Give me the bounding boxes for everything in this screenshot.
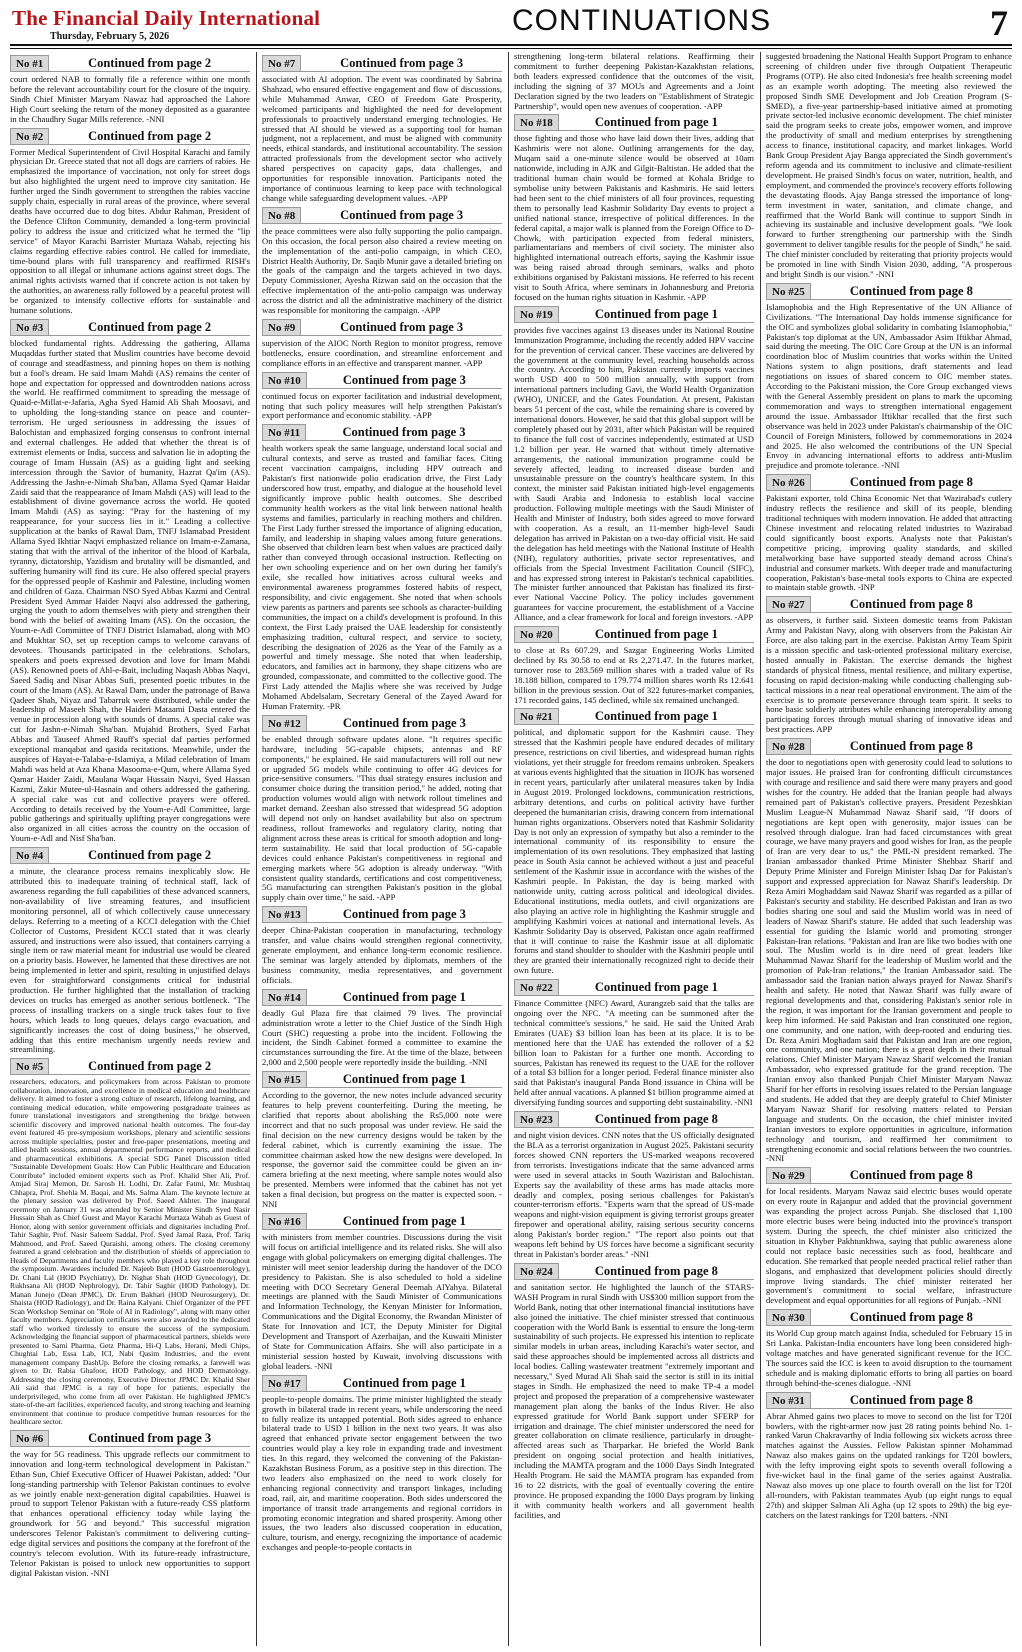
story-number-tag: No #2 xyxy=(10,128,49,145)
continued-from-heading: Continued from page 1 xyxy=(307,989,502,1006)
story-body: people-to-people domains. The prime minister highlighted the steady growth in bilateral trade in recent years, while underscoring the need to fully realize its untapped potential. Both sides agreed to enhance bilateral trade to USD 1 billion in the next two years. It was also agreed that enhanced private sector engagement between the two countries would play a key role in expanding trade and investment ties. In this regard, they welcomed the convening of the Pakistan-Kazakhstan Business Forum, as a positive step in this direction. The two leaders also emphasized on the need to work closely for enhancing regional connectivity and transport linkages, including road, rail, air, and maritime cooperation. Both sides underscored the importance of transit trade arrangements and regional corridors in promoting economic integration and shared prosperity. Among other issues, the two leaders also discussed cooperation in education, culture, tourism, and energy, recognizing the importance of academic exchanges and people-to-people contacts in xyxy=(262,1393,502,1553)
continued-from-heading: Continued from page 3 xyxy=(301,207,502,224)
story-number-tag: No #15 xyxy=(262,1071,307,1088)
continued-from-heading: Continued from page 3 xyxy=(307,906,502,923)
news-story xyxy=(766,1392,1012,1521)
story-number-tag: No #31 xyxy=(766,1392,811,1409)
story-body: as observers, it further said. Sixteen domestic teams from Pakistan Army and Pakistan Navy, along with observers from the Pakistan Air Force, are also taking part in the exercise. Pakistan Army Team Spirit is a mission specific and task-oriented professional military exercise, hosted annually in Pakistan. The exercise demands the highest standards of physical fitness, mental resilience, and military expertise, focusing on rapid decision-making while conducting challenging sub-tactical missions in a near real operational environment. The aim of the exercise is to promote perseverance through team spirit. It seeks to hone basic soldierly attributes while enhancing interoperability among participating forces through mutual sharing of innovative ideas and best practices. APP xyxy=(766,615,1012,735)
story-number-tag: No #10 xyxy=(262,372,307,389)
story-number-tag: No #8 xyxy=(262,207,301,224)
story-body: strengthening long-term bilateral relations. Reaffirming their commitment to further deepening Pakistan-Kazakhstan relations, both leaders expressed confidence that the outcomes of the visit, including the signing of 37 MOUs and Agreements and a Joint Declaration signed by the two leaders on "Establishment of Strategic Partnership", would open new avenues of cooperation. -APP xyxy=(514,52,754,111)
column-divider xyxy=(508,52,509,1646)
story-header xyxy=(10,1058,250,1075)
continued-from-heading: Continued from page 8 xyxy=(811,1392,1012,1409)
news-story xyxy=(262,1071,502,1210)
story-number-tag: No #16 xyxy=(262,1213,307,1230)
story-header xyxy=(262,207,502,224)
story-body: and sanitation sector. He highlighted the launch of the STARS-WASH Program in rural Sindh with US$300 million support from the World Bank, noting that other international financial institutions have also joined the initiative. The chief minister stressed that continuous cooperation with the World Bank is essential to ensure the long-term sustainability of such projects. He expressed his intention to replicate similar models in urban areas, including Karachi's water sector, and said these approaches should be implemented across all districts and local bodies. Calling wastewater treatment "extremely important and necessary," Syed Murad Ali Shah said the sector is still in its initial stages in Sindh. He emphasized the need to make TP-4 a model project and proposed the preparation of a comprehensive wastewater management plan along the banks of the Indus River. He also expressed gratitude for World Bank support under SFERP for irrigation and drainage. The chief minister underscored the need for greater collaboration on climate resilience, particularly in drought-affected areas such as Tharparkar. He briefed the World Bank president on ongoing social protection and health initiatives, including the MAMTA program and the 1000 Days Sindh Integrated Health Program. He said the MAMTA program has expanded from 16 to 22 districts, with the goal of eventually covering the entire province. He proposed expanding the 1000 Days program by linking it with community health workers and all government health facilities, and xyxy=(514,1281,754,1520)
continued-from-heading: Continued from page 1 xyxy=(307,1071,502,1088)
story-header xyxy=(262,1213,502,1230)
news-story xyxy=(10,1430,250,1579)
story-body: those fighting and those who have laid down their lives, adding that Kashmiris were not alone. Outlining arrangements for the day, Muqam said a one-minute silence would be observed at 10am nationwide, including in AJK and Gilgit-Baltistan. He added that the traditional human chain would be formed at Kohala Bridge to symbolise unity between Pakistanis and Kashmiris. He said letters had been sent to the chief ministers of all four provinces, requesting them to personally lead Kashmir Solidarity Day events to project a unified national stance, irrespective of political differences. In the federal capital, a major walk is planned from the Foreign Office to D-Chowk, with participation expected from federal ministers, parliamentarians and members of civil society. The minister also highlighted international outreach efforts, saying the Kashmir issue was being raised abroad through seminars, walks and photo exhibitions organised by Pakistani missions. He referred to his recent visit to South Africa, where seminars in Johannesburg and Pretoria focused on the human rights situation in Kashmir. -APP xyxy=(514,133,754,302)
story-header xyxy=(514,306,754,323)
story-body: associated with AI adoption. The event was coordinated by Sabrina Shahzad, who ensured effective engagement and flow of discussions, while Muhammad Anwar, CEO of Freedom Gate Prosperity, welcomed participants and highlighted the need for development professionals to proactively understand emerging technologies. He stressed that AI should be viewed as a supporting tool for human judgment, not a replacement, and must be aligned with community needs, ethical standards, and institutional accountability. The session attracted professionals from the development sector who actively shared perspectives on capacity gaps, data challenges, and opportunities for responsible innovation. Participants noted the importance of continuous learning to keep pace with technological change while safeguarding development values. -APP xyxy=(262,74,502,203)
story-header xyxy=(262,424,502,441)
story-header xyxy=(262,1375,502,1392)
news-story xyxy=(262,989,502,1068)
story-header xyxy=(10,55,250,72)
story-body: Pakistani exporter, told China Economic Net that Wazirabad's cutlery industry reflects the resilience and skill of its people, blending traditional techniques with modern innovation. He added that attracting Chinese investment and relocating related industries to Wazirabad could significantly boost exports. Analysts note that Pakistan's competitive pricing, improving quality standards, and skilled metalworking base have supported steady demand across China's industrial and consumer markets. With deeper trade and manufacturing cooperation, Pakistan's base-metal tools exports to China are expected to maintain stable growth. -INP xyxy=(766,493,1012,593)
news-story xyxy=(766,1309,1012,1388)
news-story xyxy=(262,319,502,369)
story-header xyxy=(262,372,502,389)
continued-from-heading: Continued from page 3 xyxy=(307,372,502,389)
news-story xyxy=(262,906,502,985)
story-body: deeper China-Pakistan cooperation in manufacturing, technology transfer, and value chains would strengthen regional connectivity, generate employment, and enhance long-term economic resilience. The seminar was largely attended by diplomats, members of the business community, media representatives, and government officials. xyxy=(262,925,502,985)
story-header xyxy=(766,596,1012,613)
page-number: 7 xyxy=(990,3,1008,43)
news-story xyxy=(262,207,502,316)
story-header xyxy=(10,1430,250,1447)
story-header xyxy=(514,114,754,131)
story-number-tag: No #11 xyxy=(262,424,306,441)
story-header xyxy=(514,626,754,643)
news-story xyxy=(262,424,502,711)
continued-from-heading: Continued from page 2 xyxy=(49,1058,250,1075)
news-story xyxy=(766,738,1012,1164)
continued-from-heading: Continued from page 8 xyxy=(811,596,1012,613)
continued-from-heading: Continued from page 3 xyxy=(307,715,502,732)
news-story xyxy=(766,283,1012,471)
story-number-tag: No #24 xyxy=(514,1263,559,1280)
continued-from-heading: Continued from page 8 xyxy=(811,1167,1012,1184)
story-body: for local residents. Maryam Nawaz said electric buses would operate on every route in Rajanpur and added that the provincial government was expanding the project across Punjab. She disclosed that 1,100 more electric buses were being inducted into the province's transport system. During the speech, the chief minister also criticized the situation in Khyber Pakhtunkhwa, saying that public awareness alone could not replace basic necessities such as food, healthcare and education. She remarked that people needed practical relief rather than slogans, and emphasized that development policies should directly improve living standards. The chief minister reiterated her government's commitment to social welfare, infrastructure development and equal opportunities for all regions of Punjab. -NNI xyxy=(766,1186,1012,1306)
story-header xyxy=(514,979,754,996)
story-number-tag: No #7 xyxy=(262,55,301,72)
story-header xyxy=(514,1263,754,1280)
story-header xyxy=(262,319,502,336)
news-story xyxy=(10,847,250,1055)
story-header xyxy=(766,1309,1012,1326)
news-story xyxy=(514,1263,754,1521)
story-header xyxy=(10,128,250,145)
story-header xyxy=(262,55,502,72)
story-header xyxy=(262,715,502,732)
story-number-tag: No #30 xyxy=(766,1309,811,1326)
story-number-tag: No #12 xyxy=(262,715,307,732)
continued-from-heading: Continued from page 8 xyxy=(811,474,1012,491)
story-number-tag: No #17 xyxy=(262,1375,307,1392)
story-body: provides five vaccines against 13 diseases under its National Routine Immunization Programme, including the recently added HPV vaccine for the prevention of cervical cancer. These vaccines are delivered by the government at the community level, reaching households across the country. According to him, Pakistan currently imports vaccines worth USD 400 to 500 million annually, with support from international partners including Gavi, the World Health Organization (WHO), UNICEF, and the Gates Foundation. At present, Pakistan bears 51 percent of the cost, while the remaining share is covered by international donors. However, he said that this global support will be completely phased out by 2031, after which Pakistan will be required to finance the full cost of vaccines independently, estimated at USD 1.2 billion per year. He warned that without timely alternative arrangements, the national immunization programme could be severely affected, leading to increased disease burden and unsustainable pressure on the country's healthcare system. In this context, the minister said Pakistan initiated high-level engagements with Saudi Arabia and Indonesia to establish local vaccine production. Following multiple meetings with the Saudi Minister of Health and Minister of Industry, both sides agreed to move forward with cooperation. As a result, an 11-member high-level Saudi delegation has arrived in Pakistan on a two-day official visit. He said the delegation has held meetings with the National Institute of Health (NIH), regulatory authorities, private sector representatives, and officials from the Special Investment Facilitation Council (SIFC), and has expressed strong interest in Pakistan's technical capabilities. The minister further announced that Pakistan has finalized its first-ever National Vaccine Policy. The policy includes government guarantees for vaccine procurement, the establishment of a Vaccine Alliance, and a clear framework for local and foreign investors. -APP xyxy=(514,324,754,623)
news-story xyxy=(514,114,754,302)
news-story xyxy=(514,979,754,1108)
column-2 xyxy=(262,52,502,1646)
story-body: be enabled through software updates alone. "It requires specific hardware, including 5G-capable chipsets, antennas and RF components," he explained. He said manufacturers will roll out new or upgraded 5G models while continuing to offer 4G devices for price-sensitive consumers. "This dual strategy ensures inclusion and consumer choice during the transition period," he added, noting that production volumes would align with network rollout timelines and market demand. Zeeshan also stressed that widespread 5G adoption will depend not only on handset availability but also on spectrum readiness, rollout frameworks and regulatory clarity, noting that alignment across these areas is critical for smooth adoption and long-term sustainability. He said that local production of 5G-capable devices could enhance Pakistan's competitiveness in regional and emerging markets where 5G adoption is already underway. "With consistent quality standards, certifications and cost competitiveness, 5G manufacturing can strengthen Pakistan's position in the global supply chain over time," he said. -APP xyxy=(262,733,502,903)
story-number-tag: No #19 xyxy=(514,306,559,323)
news-story xyxy=(514,52,754,111)
news-story xyxy=(766,52,1012,280)
continued-from-heading: Continued from page 1 xyxy=(307,1375,502,1392)
story-number-tag: No #23 xyxy=(514,1111,559,1128)
news-story xyxy=(262,715,502,903)
news-story xyxy=(766,1167,1012,1306)
story-header xyxy=(10,847,250,864)
story-body: Finance Committee (NFC) Award, Aurangzeb said that the talks are ongoing over the NFC. "A meeting can be summoned after the technical committee's sessions," he said. He said the United Arab Emirates (UAE) $3 billion loan has been at its place. It is to be mentioned here that the UAE has extended the rollover of a $2 billion loan to Pakistan for a further one month. According to sources, Pakistan has renewed its request to the UAE for the rollover of a total $3 billion for a longer period. Federal finance minister also said that Pakistan's inaugural Panda Bond issuance in China will be held after annual vacations. A planned $1 billion programme aimed at diversifying funding sources and supporting debt sustainability. -NNI xyxy=(514,998,754,1108)
story-number-tag: No #5 xyxy=(10,1058,49,1075)
story-number-tag: No #4 xyxy=(10,847,49,864)
story-number-tag: No #21 xyxy=(514,708,559,725)
news-story xyxy=(766,474,1012,593)
story-body: the door to negotiations open with generosity could lead to solutions to major issues. He praised Iran for confronting difficult circumstances with courage and resilience and said there were many prayers and good wishes for the country. He added that the Iranian people had always remained part of Pakistan's collective prayers. President Pezeshkian Muslim League-N Muhammad Nawaz Sharif said, "If doors of negotiations are kept open with generosity, major issues can be resolved through dialogue. Iran had faced circumstances with great courage, we have many prayers and good wishes for Iran, as the people of Iran are very dear to us," the PML-N president remarked. The Iranian ambassador thanked Prime Minister Shehbaz Sharif and Deputy Prime Minister and Foreign Minister Ishaq Dar for Pakistan's support and expressed appreciation for Nawaz Sharif's leadership. Dr Reza Amiri Moghaddam said Nawaz Sharif was regarded as a pillar of Pakistan's security and stability. He described Pakistan and Iran as two bodies sharing one soul and said the Muslim world was in need of leaders of Nawaz Sharif's stature. He added that such leadership was essential for guiding the Islamic world and promoting stronger Pakistan-Iran relations. "Pakistan and Iran are like two bodies with one soul. The Muslim world is in dire need of great leaders like Muhammad Nawaz Sharif for the leadership of Muslim world and the promotion of Pak-Iran relations," the Iranian Ambassador said. The ambassador said the Iranian nation always prayed for Nawaz Sharif's health and safety. He noted that Nawaz Sharif was fully aware of regional developments and that, considering Pakistan's senior role in the region, it was important for the Iranian government and people to keep him informed. He said Pakistan and Iran constituted one region, one community, and one nation, with deep-rooted and enduring ties. Dr. Reza Amiri Moghadam said that Pakistan and Iran are one region, one community, and one nation; there is a great depth in their mutual relations. Chief Minister Maryam Nawaz Sharif welcomed the Iranian Ambassador, who expressed gratitude for the grand reception. The Iranian envoy also thanked Punjab Chief Minister Maryam Nawaz Sharif for her efforts in resolving issues related to the Persian language and students. He added that they are deeply grateful to Chief Minister Maryam Nawaz Sharif for resolving matters related to Persian language and students. On the occasion, the chief minister invited Iranian investors to explore opportunities in agriculture, information technology and tourism, and reaffirmed her commitment to strengthening economic and social relations between the two countries. -NNI xyxy=(766,757,1012,1164)
continued-from-heading: Continued from page 1 xyxy=(559,708,754,725)
story-header xyxy=(766,1392,1012,1409)
story-body: researchers, educators, and policymakers from across Pakistan to promote collaboration, innovation, and excellence in medical education and healthcare delivery. It aimed to foster a strong culture of research, lifelong learning, and continuing medical education, while empowering postgraduate trainees as future translational investigators and strengthening the bridge between scientific discovery and improved national health outcomes. The four-day event featured 45 pre-symposium workshops, plenary and scientific sessions across multiple specialties, poster and free-paper presentations, meeting and allied health sessions, annual departmental performance reports, and medical and pharmaceutical exhibitions. A special SDG Panel Discussion titled "Sustainable Development Goals: How Can Public Healthcare and Education Contribute" included eminent experts such as Prof. Khalid Sher Ali, Prof. Amjad Siraj Memon, Dr. Sarosh H. Lodhi, Dr. Zafar Fatmi, Mr. Mushtaq Chhapra, Prof. Shehla M. Baqai, and Ms. Salma Alam. The keynote lecture at the plenary session was delivered by Prof. Saeed Akhter. The inaugural ceremony on January 31 was attended by Senior Minister Sindh Syed Nasir Hussain Shah as Chief Guest and Mayor Karachi Murtaza Wahab as Guest of Honor, along with senior government officials and dignitaries including Prof. Tahir Saghir, Prof. Nasir Saleem Saddal, Prof. Syed Jamal Raza, Prof. Tariq Mahmood, and Prof. Saeed Quraishi, among others. The closing ceremony featured a grand celebration and the distribution of shields of appreciation to Heads of Departments and faculty members who played a key role throughout the symposium. Awardees included Dr. Najeeb Butt (HOD Gastroenterology), Dr. Chani Lal (HOD Psychiatry), Dr. Nighat Shah (HOD Gynecology), Dr. Rukhsana Ali (HOD Nephrology), Dr. Tahir Saghir (HOD Pathology), Dr. Manan Junejo (Dean JPMC), Dr. Erum Bakhari (HOD Neurosurgery), Dr. Shaista (HOD Radiology), and Dr. Raina Kalyani. Chief Organizer of the PFT Scan Workshop Seminar on "Role of AI in Radiology", along with many other faculty members. Appreciation certificates were also awarded to the dedicated staff who worked tirelessly to ensure the success of the symposium. Acknowledging the financial support of pharmaceutical partners, shields were presented to Sami Pharma, Getz Pharma, Hi-Q Labs, Herani, Medi Chips, Chughtai Lab, Essa Lab, ICI, Nabi Qasim Industries, and the event management company DashUp. Before the closing remarks, a farewell was given to Dr. Rabia Ghafoor, HOD Pathology, and HOD Dermatology. Addressing the closing ceremony, Executive Director JPMC Dr. Khalid Sher Ali said that JPMC is a ray of hope for patients, especially the underprivileged, who come from all over Pakistan. He highlighted JPMC's state-of-the-art facilities, experienced faculty, and strong teaching and learning environment that continue to produce competitive human resources for the healthcare sector. xyxy=(10,1077,250,1427)
story-header xyxy=(766,1167,1012,1184)
story-body: blocked fundamental rights. Addressing the gathering, Allama Muqaddas further stated that Muslim countries have become devoid of courage and steadfastness, and pinning hopes on them is nothing but a fool's dream. He said Imam Mahdi (AS) remains the center of hope and expectation for oppressed and downtrodden nations across the world. He reaffirmed commitment to spreading the message of Quaid-e-Millat-e-Jafaria, Agha Syed Hamid Ali Shah Moosavi, and to upholding the long-standing stance on peace and counter-terrorism. He urged seriousness in addressing the issues of Balochistan and emphasized forging consensus to confront internal and external challenges. He added that whether the threat is of extremist elements or India, success and salvation lie in adopting the courage of Imam Hussain (AS) as a guiding light and seeking intercession through the Savior of humanity, Hazrat Qa'im (AS). Addressing the Jashn-e-Nimah Sha'ban, Allama Syed Qamar Haidar Zaidi said that the reappearance of Imam Mahdi (AS) will lead to the establishment of divine governance across the world. He quoted Imam Mahdi (AS) as saying: "Pray for the hastening of my reappearance, for your success lies in it." Leading a collective supplication at the banks of Rawal Dam, TNFJ Islamabad President Allama Syed Ikhtiar Naqvi emphasized reliance on Imam-e-Zamana, stating that with the arrival of the inheritor of the blood of Karbala, tyranny, dictatorship, Yazidism and brutality will be dismantled, and suffering humanity will find its cure. He also offered special prayers for the oppressed people of Kashmir and Palestine, including women and children of Gaza. Chairman NSO Syed Abbas Kazmi and Central President Syed Ammar Haider Naqvi also addressed the gathering, urging the youth to adorn themselves with piety and strengthen their bond with the belief of awaiting Imam (AS). On the occasion, the Youm-e-Adl Committee of TNFJ District Islamabad, along with MO and Mukhtar SO, set up reception camps to welcome caravans of devotees. Thousands participated in the celebrations. Scholars, speakers and poets expressed devotion and love for Imam Mahdi (AS). Renowned poets of Ahl-e-Bait, including Naqash Abbas Naqvi, Saeed Sadiq and Nisar Abbas Sufi, presented poetic tributes in the court of the Imam (AS). At Rawal Dam, under the patronage of Bawa Qadeer Shah, Niyaz and Tabarruk were distributed, while under the leadership of Maseeh Shah, the Haideri Mataami Dasta entered the venue in procession along with sounds of drums. A special cake was cut for Jashn-e-Nimah Sha'ban. Mujahid Brothers, Syed Farhat Abbas and Tauseef Ahmed Rauff's special daf parties performed exceptional manqabat and qasida recitations. Meanwhile, under the auspices of Hayat-e-Talaba-e-Islamiya, a Milad celebration of Imam Mahdi was held at Aza Khana Masooma-e-Qum, where Allama Syed Qamar Haider Zaidi, Maulana Waqar Hussain Naqvi, Syed Hassan Kazmi, Zakir Mutee-ul-Hasnain and others addressed the gathering. A special cake was cut and collective prayers were offered. According to details received by the Youm-e-Adl Committee, large public gatherings and spiritually uplifting prayer congregations were also organized in all cities across the country on the occasion of Youm-e-Adl and Nisf Sha'ban. xyxy=(10,337,250,844)
news-story xyxy=(10,1058,250,1427)
story-number-tag: No #1 xyxy=(10,55,49,72)
continued-from-heading: Continued from page 8 xyxy=(559,1263,754,1280)
story-body: with ministers from member countries. Discussions during the visit will focus on artificial intelligence and its related risks. She will also engage with global policymakers on emerging digital challenges. The minister will meet senior leadership during the handover of the DCO presidency to Pakistan. She is also scheduled to hold a sideline meeting with DCO Secretary General Deemah AlYahya. Bilateral meetings are planned with the Saudi Minister of Communications and Information Technology, the Kenyan Minister for Information, Communications and the Digital Economy, the Rwandan Minister of State for Innovation and ICT, the Deputy Minister for Digital Development and Transport of Azerbaijan, and the Kuwaiti Minister of State for Communication Affairs. She will also participate in a ministerial session hosted by Kuwait, involving discussions with global leaders. -NNI xyxy=(262,1232,502,1371)
story-body: Islamophobia and the High Representative of the UN Alliance of Civilizations. "The International Day holds immense significance for the OIC and symbolizes global solidarity in combating Islamophobia," Pakistan's top diplomat at the UN, Ambassador Asim Iftikhar Ahmad, said during the meeting. The OIC Core Group at the UN is an informal coordination bloc of Muslim countries that works within the United Nations system to align positions, draft statements and lead negotiations on issues of shared concern to OIC member states. According to the Pakistani mission, the Core Group exchanged views with the General Assembly president on plans to mark the upcoming commemoration and ways to strengthen international engagement around the issue. Ambassador Iftikhar recalled that the first such observance was held in 2023 under Pakistan's chairmanship of the OIC Council of Foreign Ministers, followed by commemorations in 2024 and 2025. He also welcomed the contributions of the UN Special Envoy in advancing international efforts to address anti-Muslim prejudice and promote tolerance. -NNI xyxy=(766,301,1012,471)
news-story xyxy=(514,306,754,623)
continued-from-heading: Continued from page 1 xyxy=(559,306,754,323)
story-header xyxy=(514,1111,754,1128)
story-number-tag: No #28 xyxy=(766,738,811,755)
continued-from-heading: Continued from page 8 xyxy=(559,1111,754,1128)
story-header xyxy=(766,738,1012,755)
story-header xyxy=(262,906,502,923)
story-body: to close at Rs 607.29, and Sazgar Engineering Works Limited declined by Rs 30.58 to end at Rs 2,271.47. In the futures market, turnover rose to 283.569 million shares with a traded value of Rs 18.188 billion, compared to 179.774 million shares worth Rs 12.641 billion in the previous session. Out of 322 futures-market companies, 171 recorded gains, 145 declined, while six remained unchanged. xyxy=(514,645,754,705)
news-story xyxy=(514,1111,754,1260)
continued-from-heading: Continued from page 3 xyxy=(301,319,502,336)
continued-from-heading: Continued from page 1 xyxy=(307,1213,502,1230)
story-number-tag: No #13 xyxy=(262,906,307,923)
story-number-tag: No #27 xyxy=(766,596,811,613)
story-number-tag: No #26 xyxy=(766,474,811,491)
story-header xyxy=(766,283,1012,300)
story-header xyxy=(10,319,250,336)
story-number-tag: No #3 xyxy=(10,319,49,336)
header-rule-thin xyxy=(10,48,1012,49)
news-story xyxy=(514,626,754,705)
continued-from-heading: Continued from page 1 xyxy=(559,114,754,131)
story-body: its World Cup group match against India, scheduled for February 15 in Sri Lanka. Pakistan-India encounters have long been considered high-voltage matches and have generated significant revenue for the ICC. The sources said the ICC is keen to avoid disruption to the tournament schedule and is making diplomatic efforts to bring all parties on board through behind-the-scenes dialogue. -NNI xyxy=(766,1328,1012,1388)
continued-from-heading: Continued from page 3 xyxy=(301,55,502,72)
column-divider xyxy=(760,52,761,1646)
news-story xyxy=(262,1213,502,1372)
continued-from-heading: Continued from page 8 xyxy=(811,738,1012,755)
story-body: deadly Gul Plaza fire that claimed 79 lives. The provincial administration wrote a letter to the Chief Justice of the Sindh High Court (SHC) requesting a probe into the incident. Following the incident, the Sindh Cabinet formed a committee to examine the circumstances surrounding the fire. At the time of the blaze, between 2,000 and 2,500 people were reportedly inside the building. -NNI xyxy=(262,1007,502,1068)
news-story xyxy=(10,128,250,316)
story-number-tag: No #29 xyxy=(766,1167,811,1184)
story-body: the way for 5G readiness. This upgrade reflects our commitment to innovation and long-term technological development in Pakistan." Ethan Sun, Chief Executive Officer of Huawei Pakistan, added: "Our long-standing partnership with Telenor Pakistan continues to evolve as we jointly enable next-generation digital capabilities. Huawei is proud to support Telenor Pakistan with a future-ready CSS platform that enhances operational efficiency today while laying the groundwork for 5G and beyond." This successful migration underscores Telenor Pakistan's commitment to delivering cutting-edge digital services and positions the company at the forefront of the country's telecom evolution. With its future-ready infrastructure, Telenor Pakistan is poised to unlock new opportunities to support digital Pakistan vision. -NNI xyxy=(10,1448,250,1578)
story-body: health workers speak the same language, understand local social and cultural contexts, and serve as trusted and familiar faces. Citing recent vaccination campaigns, including HPV outreach and Pakistan's first nationwide polio eradication drive, the First Lady underscored how trust, empathy, and dialogue at the household level significantly improve public health outcomes. She described community health workers as the vital link between national health systems and families, particularly in reaching mothers and children. The First Lady further stressed the importance of aligning education, family, and leadership in shaping values among future generations. She observed that children learn best when values are practiced daily rather than conveyed through occasional instruction. Reflecting on her own schooling experience and on her own during her family's exile, she recalled how initiatives across cultural weeks and environmental awareness programmes fostered habits of respect, responsibility, and civic engagement. She noted that when schools view parents as partners and parents see schools as character-building communities, the impact on a child's development is profound. In this context, the First Lady praised the UAE leadership for consistently emphasizing tradition, cultural respect, and service to society, describing the designation of 2026 as the Year of the Family as a powerful and timely message. She noted that when leadership, educators, and families act in harmony, they shape citizens who are grounded, compassionate, and committed to the collective good. The First Lady attended the Majlis where she was received by Judge Mohamed Abdelsalam, Secretary General of the Zayed Award for Human Fraternity. -PR xyxy=(262,443,502,711)
news-story xyxy=(766,596,1012,735)
column-1 xyxy=(10,52,250,1646)
story-number-tag: No #9 xyxy=(262,319,301,336)
continued-from-heading: Continued from page 3 xyxy=(49,1430,250,1447)
story-number-tag: No #18 xyxy=(514,114,559,131)
news-story xyxy=(10,319,250,844)
column-divider xyxy=(256,52,257,1646)
news-story xyxy=(514,708,754,976)
continued-from-heading: Continued from page 3 xyxy=(306,424,502,441)
story-number-tag: No #6 xyxy=(10,1430,49,1447)
column-4 xyxy=(766,52,1012,1646)
news-story xyxy=(10,55,250,125)
story-number-tag: No #22 xyxy=(514,979,559,996)
continued-from-heading: Continued from page 8 xyxy=(811,1309,1012,1326)
story-body: Former Medical Superintendent of Civil Hospital Karachi and family physician Dr. Greece stated that not all dogs are carriers of rabies. He emphasized the importance of vaccination, not only for street dogs but also highlighted the urgent need to improve city sanitation. He further urged the Sindh government to strengthen the rabies vaccine supply chain, especially in rural areas of the province, where several deaths have occurred due to dog bites. Abdur Rahman, President of the Defence Clifton Community, demanded a long-term provincial policy to address the issue and criticized what he termed the "lip service" of Mayor Karachi Barrister Murtaza Wahab, rejecting his claims regarding effective rabies control. He called for immediate, time-bound plans with full transparency and reaffirmed RISH's opposition to all illegal or inhumane actions against street dogs. The animal rights activists warned that if concrete action is not taken by the authorities, an awareness rally followed by a peaceful protest will be organized to intensify collective efforts for sustainable and humane solutions. xyxy=(10,146,250,316)
story-header xyxy=(514,708,754,725)
story-body: political, and diplomatic support for the Kashmiri cause. They stressed that the Kashmiri people have endured decades of military presence, restrictions on civil liberties, and widespread human rights violations, yet their struggle for freedom remains unbroken. Speakers at various events highlighted that the situation in IIOJK has worsened in recent years, particularly after unilateral measures taken by India in August 2019. Prolonged lockdowns, communication restrictions, arbitrary detentions, and curbs on political activity have further deepened the humanitarian crisis, drawing concern from international human rights organizations. Observers noted that Kashmir Solidarity Day is not only an expression of sympathy but also a reminder to the international community of its responsibility to ensure the implementation of its own resolutions. They emphasized that lasting peace in South Asia cannot be achieved without a just and peaceful settlement of the Kashmir issue in accordance with the wishes of the Kashmiri people. In Pakistan, the day is being marked with nationwide unity, cutting across political and ideological divides. Educational institutions, media outlets, and civil organizations are also playing an active role in highlighting the Kashmir struggle and amplifying Kashmiri voices at national and international levels. As Kashmir Solidarity Day is observed, Pakistan once again reaffirmed that it will continue to raise the Kashmir issue at all diplomatic forums and stand shoulder to shoulder with the Kashmiri people until they are granted their internationally recognized right to decide their own future. xyxy=(514,727,754,976)
story-body: and night vision devices. CNN notes that the US officially designated the BLA as a terrorist organization in August 2025. Pakistani security forces showed CNN reporters the US-marked weapons recovered from terrorists. Investigations indicate that the same advanced arms were used in several attacks in South Waziristan and Balochistan. Experts say the availability of these arms has made attacks more deadly and complex, posing serious challenges for Pakistan's counter-terrorism efforts. "Experts warn that the spread of US-made weapons and night-vision equipment is giving terrorist groups greater firepower and operational ability, raising serious security concerns along Pakistan's border region." "The report also points out that weapons left behind by US forces have become a significant security threat in Pakistan's border areas." -NNI xyxy=(514,1130,754,1259)
header-rule xyxy=(10,44,1012,46)
story-header xyxy=(766,474,1012,491)
story-body: continued focus on exporter facilitation and industrial development, noting that such policy measures will help strengthen Pakistan's export performance and economic stability. -APP xyxy=(262,390,502,421)
continued-from-heading: Continued from page 8 xyxy=(811,283,1012,300)
continued-from-heading: Continued from page 2 xyxy=(49,319,250,336)
paper-name: The Financial Daily International xyxy=(12,6,321,30)
story-header xyxy=(262,1071,502,1088)
story-number-tag: No #20 xyxy=(514,626,559,643)
continued-from-heading: Continued from page 2 xyxy=(49,55,250,72)
issue-date: Thursday, February 5, 2026 xyxy=(50,31,170,42)
story-number-tag: No #25 xyxy=(766,283,811,300)
news-story xyxy=(262,1375,502,1554)
story-body: Abrar Ahmed gains two places to move to second on the list for T20I bowlers, with the right-armer now just 28 rating points behind No. 1-ranked Varun Chakravarthy of India following six wickets across three matches against the Aussies. Fellow Pakistan spinner Mohammad Nawaz also makes gains on the updated rankings for T20I bowlers, with the lefty improving eight spots to seventh overall following a five-wicket haul in the final game of the series against Australia. Nawaz also moves up one place to fourth overall on the list for T20I all-rounders, with Pakistan teammates Ayub (up eight rungs to equal 27th) and skipper Salman Ali Agha (up 12 spots to 29th) the big eye-catchers on the latest rankings for T20I batters. -NNI xyxy=(766,1410,1012,1520)
story-body: court ordered NAB to formally file a reference within one month before the relevant accountability court for the closure of the inquiry. Sindh Chief Minister Maryam Nawaz had approached the Lahore High Court seeking the return of the money deposited as a guarantee in the Chaudhry Sugar Mills reference. -NNI xyxy=(10,74,250,124)
story-header xyxy=(262,989,502,1006)
story-body: supervision of the AIOC North Region to monitor progress, remove bottlenecks, ensure coordination, and streamline enforcement and compliance efforts in an effective and transparent manner. -APP xyxy=(262,337,502,368)
continued-from-heading: Continued from page 1 xyxy=(559,979,754,996)
news-story xyxy=(262,55,502,204)
column-3 xyxy=(514,52,754,1646)
story-body: suggested broadening the National Health Support Program to enhance screening of children under five through Outpatient Therapeutic Programs (OTP). He also cited Indonesia's free health screening model as an example worth adopting. The meeting also reviewed the proposed Sindh SME Development and Job Creation Program (S-SMED), a five-year partnership-based initiative aimed at promoting private sector-led inclusive economic development. The chief minister said the program seeks to create jobs, empower women, and improve the productivity of small and medium enterprises by strengthening access to finance, institutional capacity, and market linkages. World Bank Group President Ajay Banga appreciated the Sindh government's reform agenda and its commitment to inclusive and climate-resilient development. He praised Sindh's focus on water, nutrition, health, and employment, and commended the province's recovery efforts following the devastating floods. Ajay Banga stressed the importance of long-term investment in water, sanitation, and climate change, and reaffirmed that the World Bank will continue to support Sindh in achieving its sustainable and inclusive development goals. "We look forward to further strengthening our partnership with the Sindh government to deliver tangible results for the people of Sindh," he said. The chief minister concluded by reiterating that priority projects would be promoted in line with Sindh Vision 2030, adding, "A prosperous and bright Sindh is our vision." -NNI xyxy=(766,52,1012,279)
continued-from-heading: Continued from page 1 xyxy=(559,626,754,643)
story-body: the peace committees were also fully supporting the polio campaign. On this occasion, the focal person also chaired a review meeting on the implementation of the anti-polio campaign, in which CEO, District Health Authority, Dr. Saqib Munir gave a detailed briefing on the goals of the campaign and the targets achieved in two days. Deputy Commissioner, Ayesha Rizwan said on the occasion that the effective implementation of the anti-polio campaign was underway across the district and all the administrative machinery of the district was responsible for monitoring the campaign. -APP xyxy=(262,225,502,316)
story-body: a minute, the clearance process remains inexplicably slow. He attributed this to inadequate training of technical staff, lack of awareness regarding the full capabilities of these advanced scanners, non-availability of live streaming features, and insufficient monitoring personnel, all of which collectively cause unnecessary delays. Referring to a meeting of a KCCI delegation with the Chief Collector of Customs, President KCCI stated that it was clearly assured, and instructions were also issued, that containers carrying a single item or raw material meant for industrial use would be cleared on a priority basis. However, he lamented that these directives are not being implemented in letter and spirit, resulting in unjustified delays even for straightforward consignments critical for industrial production. He further highlighted that the installation of tracking devices on trucks has emerged as another serious bottleneck. "The process of installing trackers on a single truck takes four to five hours, which leads to long queues, delays cargo evacuation, and significantly increases the cost of doing business," he observed, adding that this entire mechanism urgently needs review and streamlining. xyxy=(10,866,250,1055)
continued-from-heading: Continued from page 2 xyxy=(49,847,250,864)
section-title: CONTINUATIONS xyxy=(512,4,772,37)
story-body: According to the governor, the new notes include advanced security features to help prevent counterfeiting. During the meeting, he clarified that reports about abolishing the Rs5,000 note were incorrect and that no such proposal was under review. He said the final decision on the new currency designs would be taken by the federal cabinet, which is currently examining the issue. The committee chairman asked how the new designs were developed. In response, the governor said the committee could be given an in-camera briefing at the next meeting, where sample notes would also be presented. Members were informed that the cabinet has not yet taken a final decision, but progress on the matter is expected soon. -NNI xyxy=(262,1090,502,1210)
continued-from-heading: Continued from page 2 xyxy=(49,128,250,145)
story-number-tag: No #14 xyxy=(262,989,307,1006)
masthead xyxy=(10,4,1012,42)
news-story xyxy=(262,372,502,422)
